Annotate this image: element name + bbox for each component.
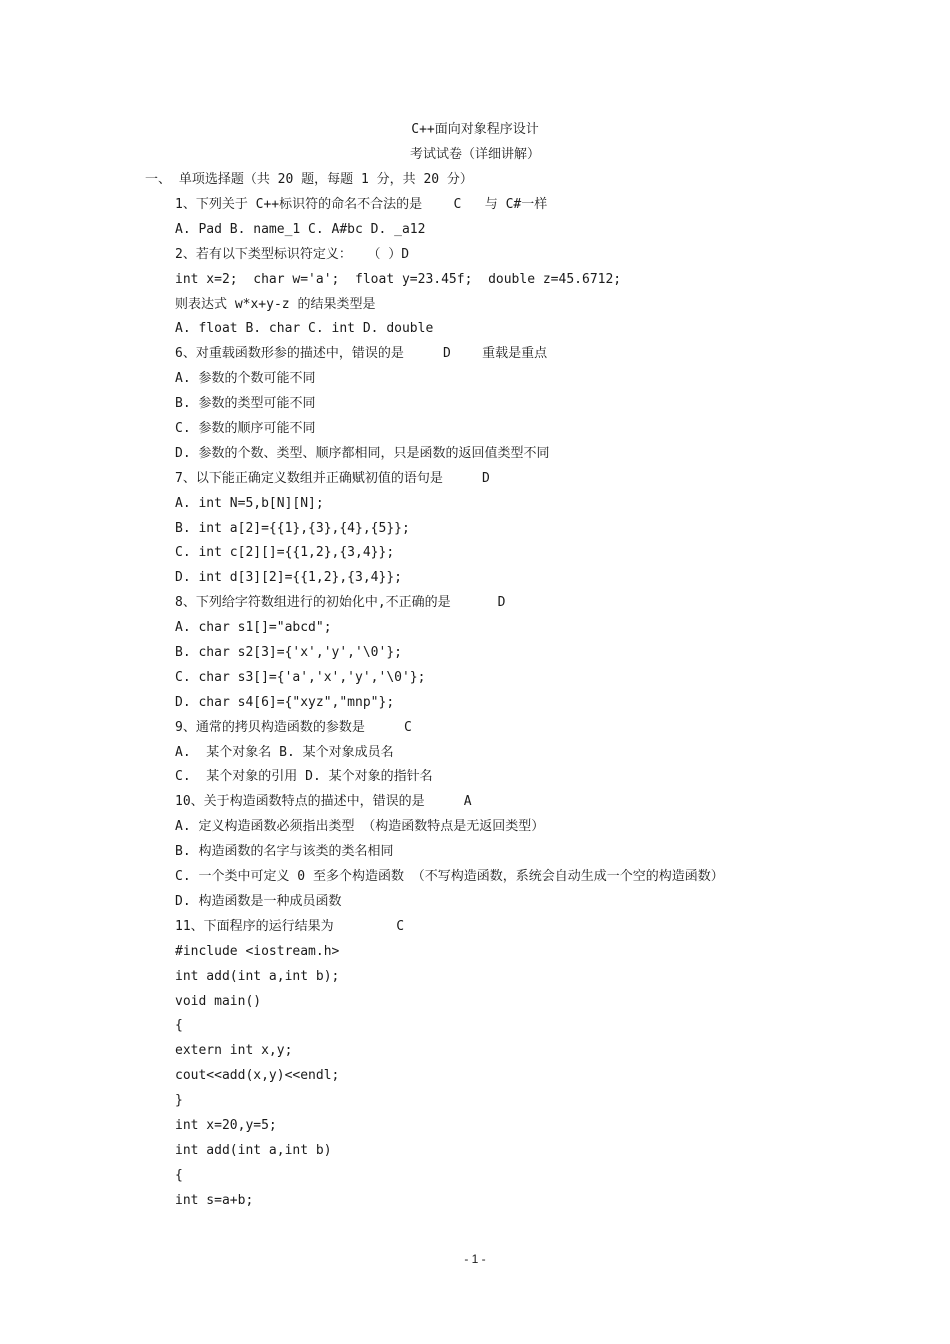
- code-line: int s=a+b;: [175, 1192, 254, 1208]
- section-heading: 一、 单项选择题（共 20 题，每题 1 分，共 20 分）: [145, 172, 473, 187]
- text-line: C. 一个类中可定义 0 至多个构造函数 （不写构造函数，系统会自动生成一个空的构造函数）: [175, 869, 724, 885]
- code-line: #include <iostream.h>: [175, 943, 340, 959]
- text-line: int x=2; char w='a'; float y=23.45f; double z=45.6712;: [175, 271, 622, 287]
- code-line: {: [175, 1018, 183, 1034]
- text-line: C. 参数的顺序可能不同: [175, 421, 316, 437]
- code-line: int add(int a,int b): [175, 1142, 332, 1158]
- text-line: 则表达式 w*x+y-z 的结果类型是: [175, 296, 376, 312]
- text-line: 10、关于构造函数特点的描述中，错误的是 A: [175, 794, 472, 810]
- page-number: - 1 -: [464, 1252, 486, 1266]
- text-line: D. int d[3][2]={{1,2},{3,4}};: [175, 570, 402, 586]
- text-line: 7、以下能正确定义数组并正确赋初值的语句是 D: [175, 470, 490, 486]
- text-line: 9、通常的拷贝构造函数的参数是 C: [175, 719, 412, 735]
- text-line: 8、下列给字符数组进行的初始化中,不正确的是 D: [175, 595, 506, 611]
- text-line: B. int a[2]={{1},{3},{4},{5}};: [175, 520, 410, 536]
- question-list: [175, 195, 915, 1216]
- text-line: A. 参数的个数可能不同: [175, 371, 316, 387]
- code-line: cout<<add(x,y)<<endl;: [175, 1068, 340, 1084]
- text-line: C. char s3[]={'a','x','y','\0'};: [175, 669, 426, 685]
- code-line: extern int x,y;: [175, 1043, 293, 1059]
- document-title: C++面向对象程序设计: [411, 122, 539, 137]
- code-line: }: [175, 1093, 183, 1109]
- text-line: B. 构造函数的名字与该类的类名相同: [175, 844, 394, 860]
- code-line: {: [175, 1167, 183, 1183]
- text-line: A. float B. char C. int D. double: [175, 321, 434, 337]
- document-subtitle: 考试试卷（详细讲解）: [409, 147, 540, 162]
- text-line: 11、下面程序的运行结果为 C: [175, 918, 405, 934]
- text-line: C. int c[2][]={{1,2},{3,4}};: [175, 545, 395, 561]
- code-line: void main(): [175, 993, 262, 1009]
- text-line: B. char s2[3]={'x','y','\0'};: [175, 645, 402, 661]
- text-line: A. 某个对象名 B. 某个对象成员名: [175, 744, 394, 760]
- text-line: D. 参数的个数、类型、顺序都相同，只是函数的返回值类型不同: [175, 445, 550, 461]
- text-line: 6、对重载函数形参的描述中，错误的是 D 重载是重点: [175, 346, 548, 362]
- text-line: A. 定义构造函数必须指出类型 （构造函数特点是无返回类型）: [175, 819, 545, 835]
- text-line: 1、下列关于 C++标识符的命名不合法的是 C 与 C#一样: [175, 197, 548, 212]
- code-line: int add(int a,int b);: [175, 968, 340, 984]
- text-line: A. Pad B. name_1 C. A#bc D. _a12: [175, 221, 426, 237]
- text-line: C. 某个对象的引用 D. 某个对象的指针名: [175, 769, 433, 785]
- code-line: int x=20,y=5;: [175, 1117, 277, 1133]
- text-line: A. int N=5,b[N][N];: [175, 495, 324, 511]
- text-line: 2、若有以下类型标识符定义： （ ）D: [175, 246, 410, 262]
- text-line: D. char s4[6]={"xyz","mnp"};: [175, 694, 395, 710]
- text-line: D. 构造函数是一种成员函数: [175, 893, 342, 909]
- text-line: A. char s1[]="abcd";: [175, 620, 332, 636]
- text-line: B. 参数的类型可能不同: [175, 396, 316, 412]
